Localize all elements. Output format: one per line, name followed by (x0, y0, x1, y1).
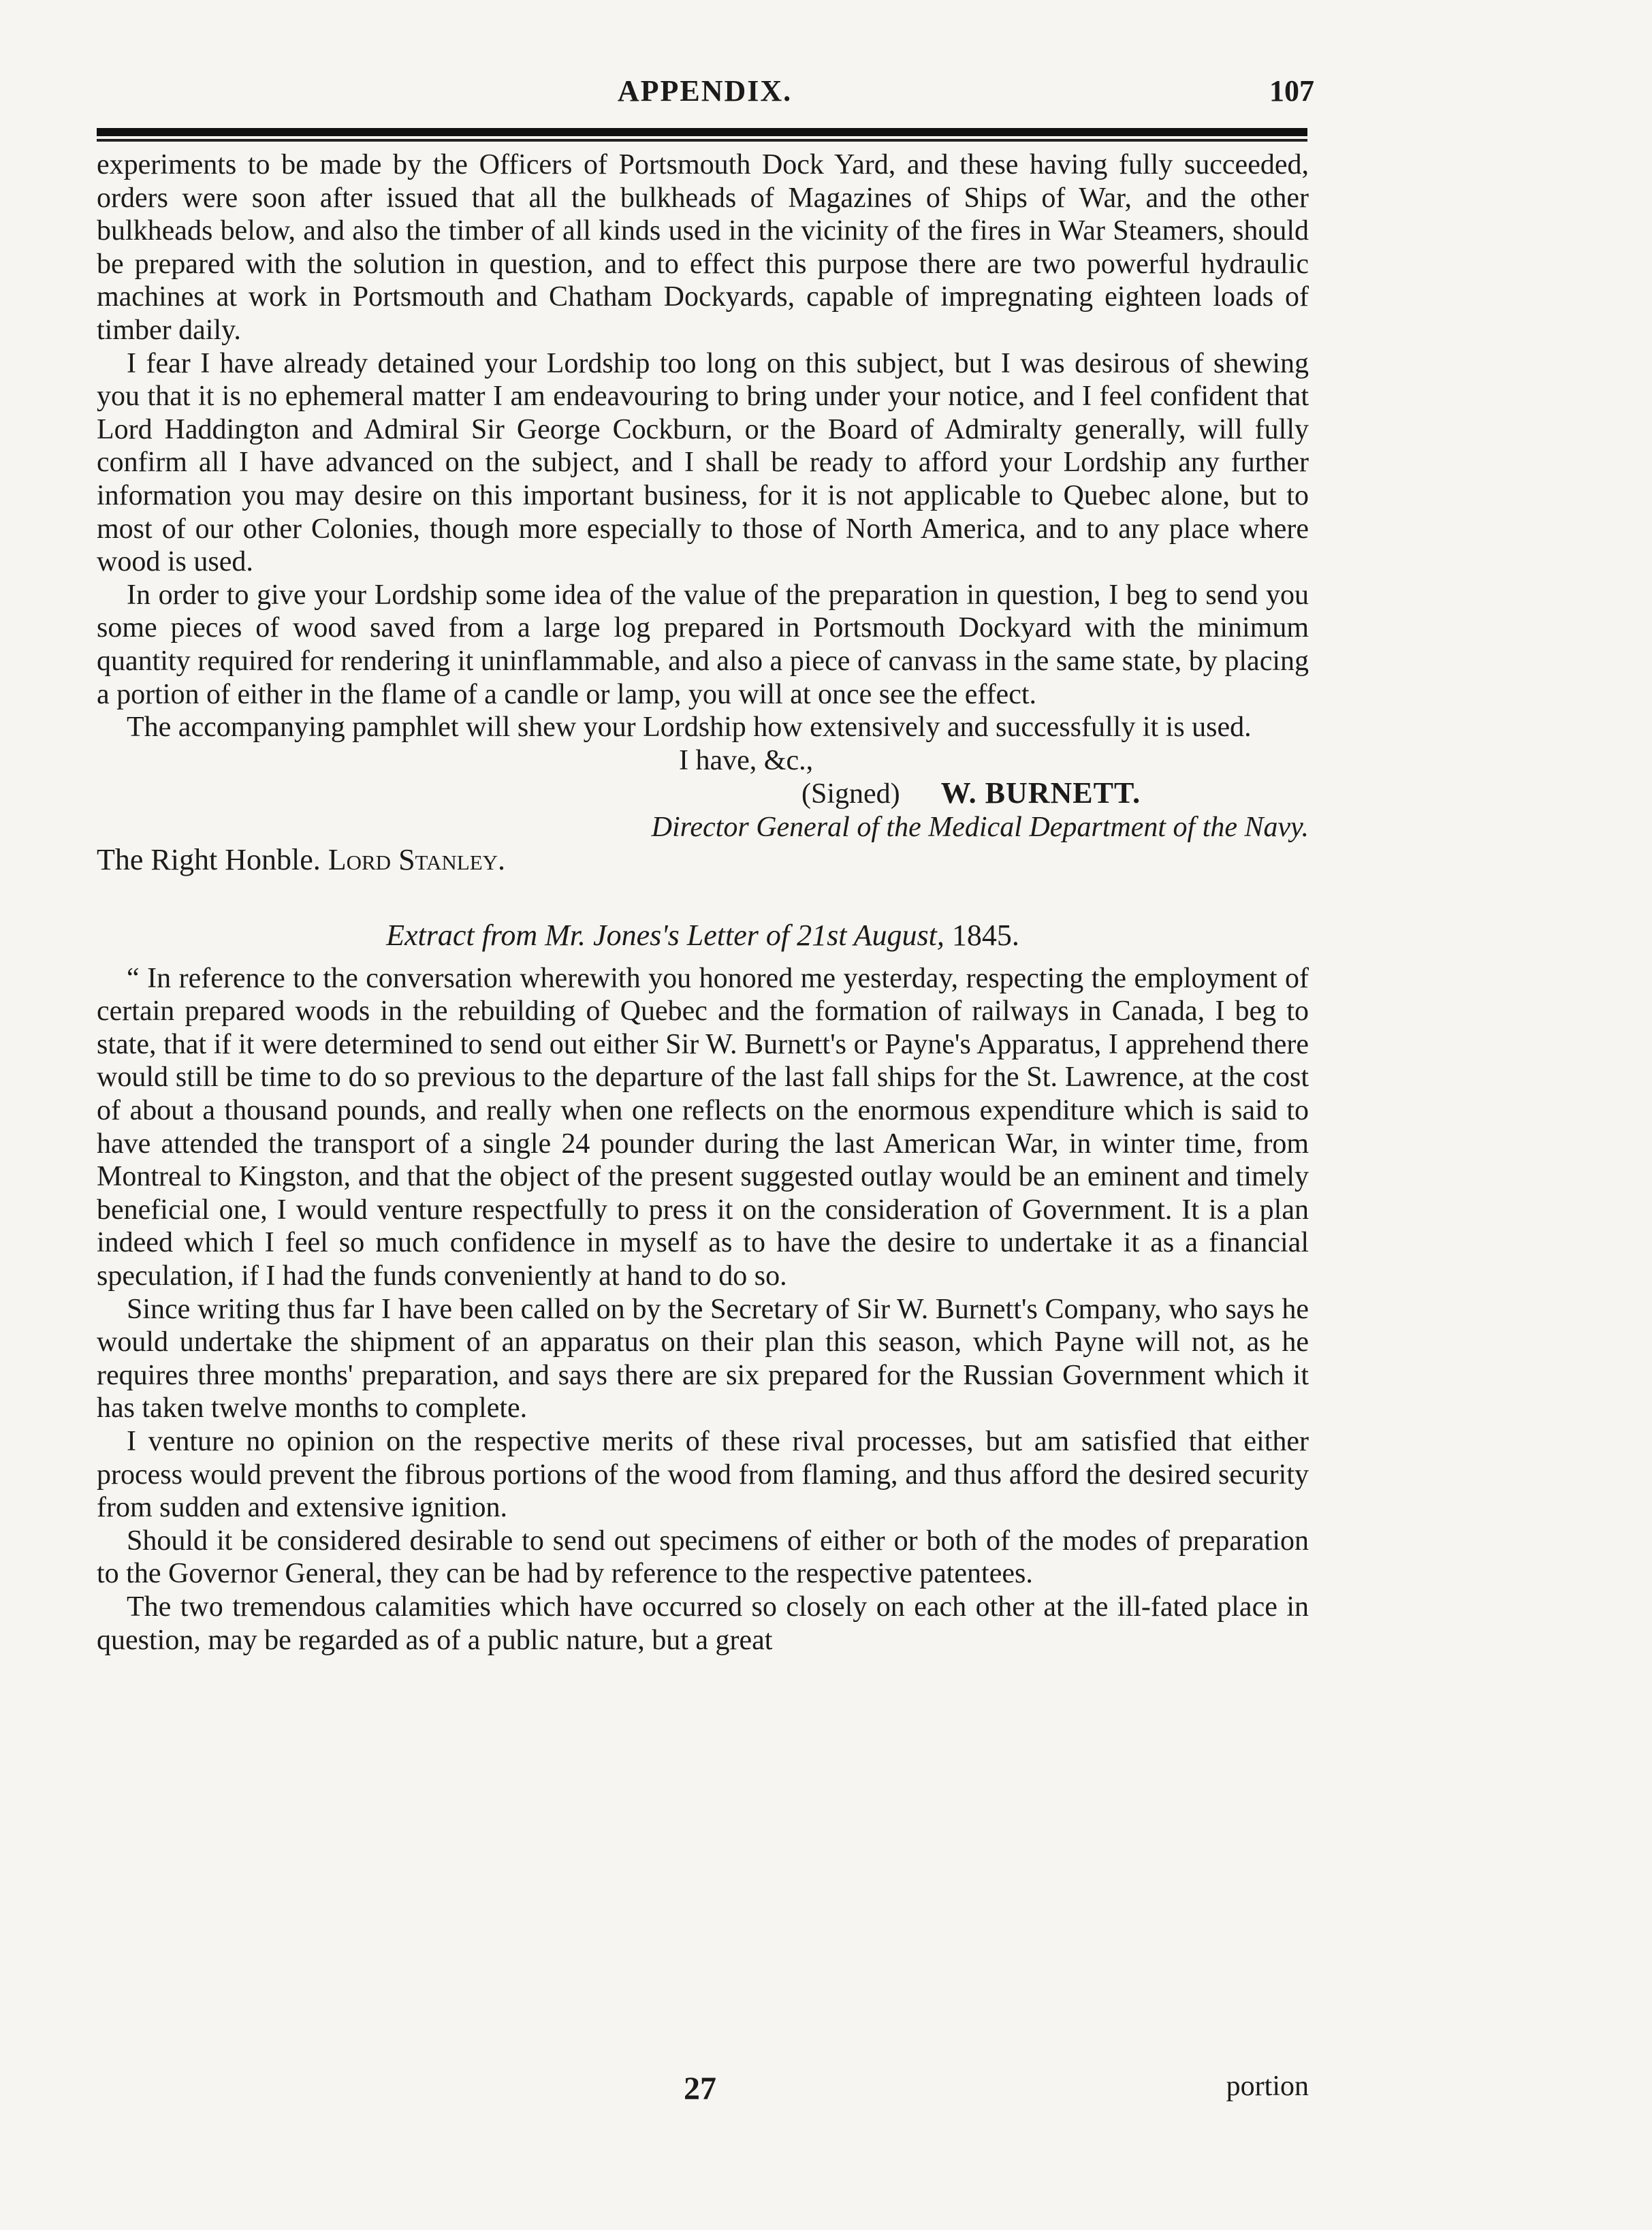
letter-paragraph-3: In order to give your Lordship some idea of the value of the preparation in question, I beg to send you some pieces of wood saved from a large log prepared in Portsmouth Dockyard with the minimum quantity required for rendering it uninflammable, and also a piece of canvass in the same state, by placing a portion of either in the flame of a candle or lamp, you will at once see the effect. (97, 579, 1309, 710)
body-text (97, 148, 1309, 1657)
header-rule-thick (97, 128, 1307, 136)
letter-paragraph-2: I fear I have already detained your Lordship too long on this subject, but I was desirous of shewing you that it is no ephemeral matter I am endeavouring to bring under your notice, and I feel confident that Lord Haddington and Admiral Sir George Cockburn, or the Board of Admiralty generally, will fully confirm all I have advanced on the subject, and I shall be ready to afford your Lordship any further information you may desire on this important business, for it is not applicable to Quebec alone, but to most of our other Colonies, though more especially to those of North America, and to any place where wood is used. (97, 347, 1309, 578)
extract-paragraph-2: Since writing thus far I have been called on by the Secretary of Sir W. Burnett's Company, who says he would undertake the shipment of an apparatus on their plan this season, which Payne will not, as he requires three months' preparation, and says there are six prepared for the Russian Government which it has taken twelve months to complete. (97, 1293, 1309, 1424)
signature-line (97, 777, 1309, 811)
extract-heading-text: Extract from Mr. Jones's Letter of 21st August, (386, 919, 944, 953)
signature-mark: 27 (684, 2071, 716, 2107)
addressee (97, 844, 1309, 877)
signer-name: W. BURNETT. (940, 776, 1141, 810)
running-head: APPENDIX. (617, 74, 793, 108)
letter-paragraph-4: The accompanying pamphlet will shew your Lordship how extensively and successfully it is used. (127, 712, 1252, 744)
page-header (95, 74, 1314, 114)
extract-heading (97, 919, 1309, 953)
signer-title: Director General of the Medical Department of the Navy. (651, 811, 1309, 843)
letter-paragraph-1: experiments to be made by the Officers of Portsmouth Dock Yard, and these having fully succeeded, orders were soon after issued that all the bulkheads of Magazines of Ships of War, and the other bulkheads below, and also the timber of all kinds used in the vicinity of the fires in War Steamers, should be prepared with the solution in question, and to effect this purpose there are two powerful hydraulic machines at work in Portsmouth and Chatham Dockyards, capable of impregnating eighteen loads of timber daily. (97, 149, 1309, 346)
catchword: portion (1226, 2071, 1309, 2102)
page-number: 107 (1269, 74, 1314, 108)
extract-paragraph-4: Should it be considered desirable to send out specimens of either or both of the modes of preparation to the Governor General, they can be had by reference to the respective patentees. (97, 1525, 1309, 1590)
header-rule-thin (97, 139, 1307, 142)
addressee-prefix: The Right Honble. (97, 843, 321, 877)
addressee-name: Lord Stanley. (328, 843, 506, 877)
extract-paragraph-3: I venture no opinion on the respective merits of these rival processes, but am satisfied that either process would prevent the fibrous portions of the wood from flaming, and thus afford the desired security from sudden and extensive ignition. (97, 1425, 1309, 1524)
letter-closing: I have, &c., (679, 744, 814, 776)
signed-label: (Signed) (801, 778, 900, 810)
extract-heading-year: 1845. (951, 919, 1019, 953)
extract-paragraph-1: “ In reference to the conversation wherewith you honored me yesterday, respecting the employment of certain prepared woods in the rebuilding of Quebec and the formation of railways in Canada, I beg to state, that if it were determined to send out either Sir W. Burnett's or Payne's Apparatus, I apprehend there would still be time to do so previous to the departure of the last fall ships for the St. Lawrence, at the cost of about a thousand pounds, and really when one reflects on the enormous expenditure which is said to have attended the transport of a single 24 pounder during the last American War, in winter time, from Montreal to Kingston, and that the object of the present suggested outlay would be an eminent and timely beneficial one, I would venture respectfully to press it on the consideration of Government. It is a plan indeed which I feel so much confidence in myself as to have the desire to undertake it as a financial speculation, if I had the funds conveniently at hand to do so. (97, 962, 1309, 1292)
page-footer (97, 2070, 1309, 2108)
extract-paragraph-5: The two tremendous calamities which have occurred so closely on each other at the ill-fated place in question, may be regarded as of a public nature, but a great (97, 1591, 1309, 1656)
